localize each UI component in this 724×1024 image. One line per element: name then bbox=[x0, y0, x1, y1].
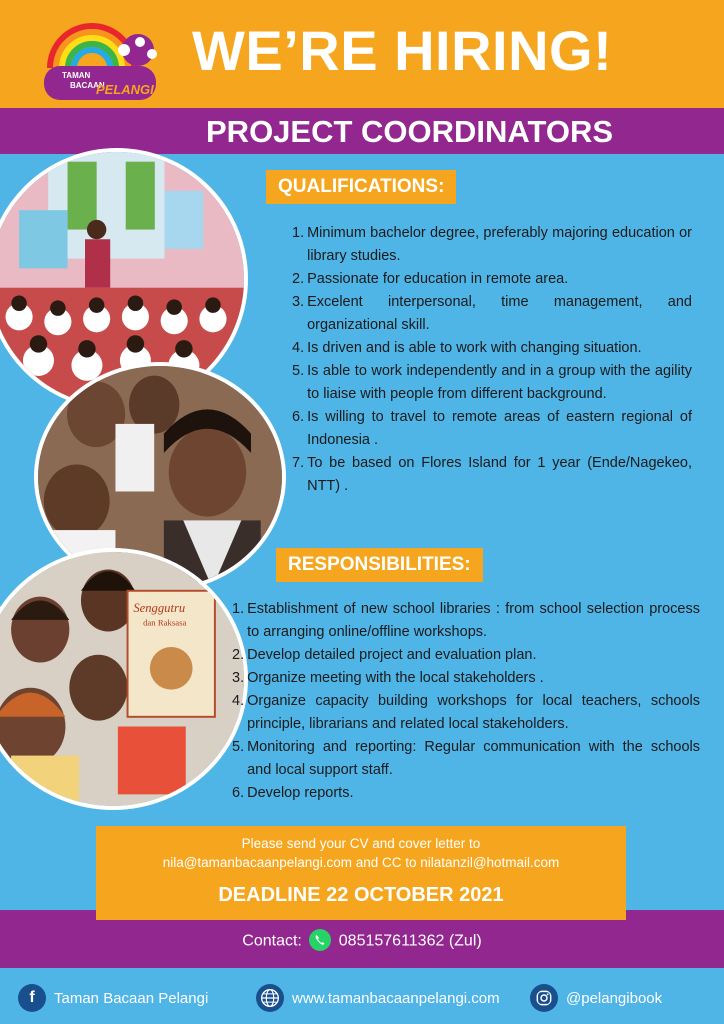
website-label: www.tamanbacaanpelangi.com bbox=[292, 989, 500, 1007]
list-item: 4. Organize capacity building workshops for local teachers, schools principle, librarians and related local stakeholders. bbox=[232, 693, 700, 732]
application-emails[interactable]: nila@tamanbacaanpelangi.com and CC to nilatanzil@hotmail.com bbox=[162, 855, 560, 870]
website-link[interactable] bbox=[256, 984, 500, 1012]
facebook-link[interactable] bbox=[18, 984, 208, 1012]
svg-text:BACAAN: BACAAN bbox=[70, 81, 105, 90]
facebook-icon: f bbox=[18, 984, 46, 1012]
list-item: 3. Excelent interpersonal, time management, and organizational skill. bbox=[292, 294, 692, 333]
list-item: 6. Develop reports. bbox=[232, 785, 354, 801]
instagram-link[interactable] bbox=[530, 984, 662, 1012]
deadline: DEADLINE 22 OCTOBER 2021 bbox=[218, 884, 504, 906]
instagram-icon bbox=[530, 984, 558, 1012]
svg-text:TAMAN: TAMAN bbox=[62, 71, 91, 80]
responsibilities-list bbox=[232, 598, 700, 805]
instagram-label: @pelangibook bbox=[566, 989, 663, 1007]
list-item: 5. Is able to work independently and in a group with the agility to liaise with people from different background. bbox=[292, 363, 692, 402]
children-with-books-photo bbox=[0, 548, 248, 810]
qualifications-list bbox=[292, 222, 692, 498]
list-item: 1. Minimum bachelor degree, preferably majoring education or library studies. bbox=[292, 225, 692, 264]
list-item: 3. Organize meeting with the local stakeholders . bbox=[232, 670, 544, 686]
list-item: 7. To be based on Flores Island for 1 year (Ende/Nagekeo, NTT) . bbox=[292, 455, 692, 494]
facebook-label: Taman Bacaan Pelangi bbox=[54, 989, 209, 1007]
application-box bbox=[96, 826, 626, 920]
taman-bacaan-pelangi-logo bbox=[40, 20, 170, 104]
page-title: WE’RE HIRING! bbox=[192, 19, 613, 82]
qualifications-heading: QUALIFICATIONS: bbox=[266, 170, 456, 204]
list-item: 6. Is willing to travel to remote areas of eastern regional of Indonesia . bbox=[292, 409, 692, 448]
globe-icon bbox=[256, 984, 284, 1012]
list-item: 5. Monitoring and reporting: Regular communication with the schools and local support staff. bbox=[232, 739, 700, 778]
svg-text:Senggutru: Senggutru bbox=[133, 601, 186, 616]
responsibilities-heading: RESPONSIBILITIES: bbox=[276, 548, 483, 582]
contact-phone[interactable]: 085157611362 (Zul) bbox=[338, 932, 482, 950]
list-item: 2. Develop detailed project and evaluation plan. bbox=[232, 647, 537, 663]
contact-label: Contact: bbox=[242, 932, 302, 950]
role-title: PROJECT COORDINATORS bbox=[206, 114, 614, 149]
contact-line bbox=[0, 928, 724, 955]
svg-text:PELANGI: PELANGI bbox=[96, 82, 154, 97]
list-item: 1. Establishment of new school libraries : from school selection process to arranging online/offline workshops. bbox=[232, 601, 700, 640]
list-item: 4. Is driven and is able to work with changing situation. bbox=[292, 340, 642, 356]
whatsapp-icon bbox=[308, 928, 332, 952]
list-item: 2. Passionate for education in remote area. bbox=[292, 271, 569, 287]
application-instruction: Please send your CV and cover letter to bbox=[241, 836, 481, 851]
svg-text:dan Raksasa: dan Raksasa bbox=[143, 617, 187, 628]
